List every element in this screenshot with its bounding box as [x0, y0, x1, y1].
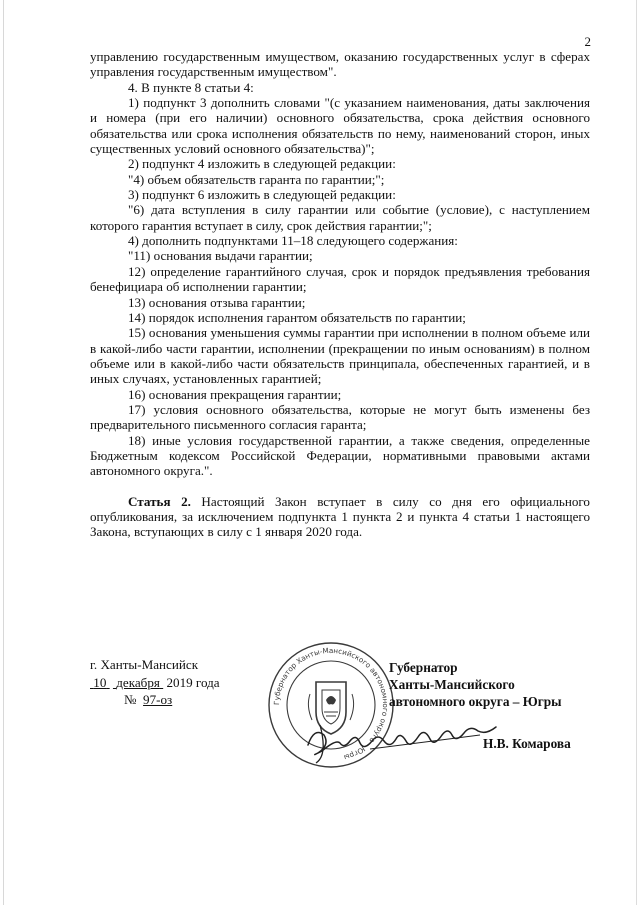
paragraph-6: "6) дата вступления в силу гарантии или событие (условие), с наступлением которого гарантия вступает в силу, срок действия гарантии;";	[90, 202, 590, 233]
paragraph-15: 18) иные условия государственной гарантии, а также сведения, определенные Бюджетным кодексом Российской Федерации, нормативными правовыми актами автономного округа.".	[90, 432, 590, 479]
law-number-value: 97-оз	[143, 692, 173, 707]
governor-title	[389, 659, 562, 710]
date-day-value: 10	[93, 675, 107, 690]
law-number	[124, 692, 172, 708]
signing-place: г. Ханты-Мансийск	[90, 657, 199, 672]
scan-edge-right	[636, 0, 637, 905]
law-body-text	[90, 49, 590, 540]
signer-name: Н.В. Комарова	[483, 736, 571, 751]
paragraph-10: 13) основания отзыва гарантии;	[128, 294, 306, 310]
paragraph-13: 16) основания прекращения гарантии;	[128, 386, 342, 402]
page-number: 2	[584, 34, 591, 49]
article-2-paragraph	[90, 494, 590, 540]
signing-date	[90, 675, 220, 691]
governor-title-line-2: Ханты-Мансийского	[389, 677, 515, 692]
governor-title-line-3: автономного округа – Югры	[389, 694, 562, 709]
seal-ring-text: Губернатор Ханты-Мансийского автономного округа – Югры	[271, 645, 391, 763]
paragraph-9: 12) определение гарантийного случая, срок и порядок предъявления требования бенефициара об исполнении гарантии;	[90, 263, 590, 295]
paragraph-14: 17) условия основного обязательства, которые не могут быть изменены без предварительного письменного согласия гаранта;	[90, 401, 590, 433]
paragraph-1: 4. В пункте 8 статьи 4:	[128, 79, 254, 95]
date-month-value: декабря	[116, 675, 160, 690]
article-2-text: Настоящий Закон вступает в силу со дня его официального опубликования, за исключением подпункта 1 пункта 2 и пункта 4 статьи 1 настоящего Закона, вступающих в силу с 1 января 2020 года.	[90, 493, 590, 540]
law-number-prefix: №	[124, 692, 137, 707]
article-2-title: Статья 2.	[128, 493, 191, 509]
paragraph-8: "11) основания выдачи гарантии;	[128, 248, 313, 264]
date-month	[113, 675, 163, 690]
date-year: 2019 года	[166, 675, 220, 690]
paragraph-0: управлению государственным имуществом, оказанию государственных услуг в сферах управления государственным имуществом".	[90, 49, 590, 80]
paragraph-2: 1) подпункт 3 дополнить словами "(с указанием наименования, даты заключения и номера (при его наличии) основного обязательства, срока действия основного обязательства или срока исполнения обязательств по нему, наименований сторон, иных существенных условий основного обязательства)";	[90, 95, 590, 157]
paragraph-11: 14) порядок исполнения гарантом обязательств по гарантии;	[128, 309, 466, 325]
paragraph-4: "4) объем обязательств гаранта по гарантии;";	[128, 171, 385, 187]
paragraph-7: 4) дополнить подпунктами 11–18 следующего содержания:	[128, 233, 458, 249]
governor-title-line-1: Губернатор	[389, 660, 458, 675]
handwritten-signature	[300, 705, 500, 765]
paragraph-5: 3) подпункт 6 изложить в следующей редакции:	[128, 187, 396, 203]
paragraph-3: 2) подпункт 4 изложить в следующей редакции:	[128, 156, 396, 172]
date-day	[90, 675, 110, 690]
paragraph-12: 15) основания уменьшения суммы гарантии при исполнении в полном объеме или в какой-либо части гарантии, исполнении (прекращении по иным основаниям) в полном объеме или в какой-либо части обязательств принципала, обеспеченных гарантией, и в иных случаях, установленных гарантией;	[90, 325, 590, 387]
scan-edge-left	[3, 0, 4, 905]
